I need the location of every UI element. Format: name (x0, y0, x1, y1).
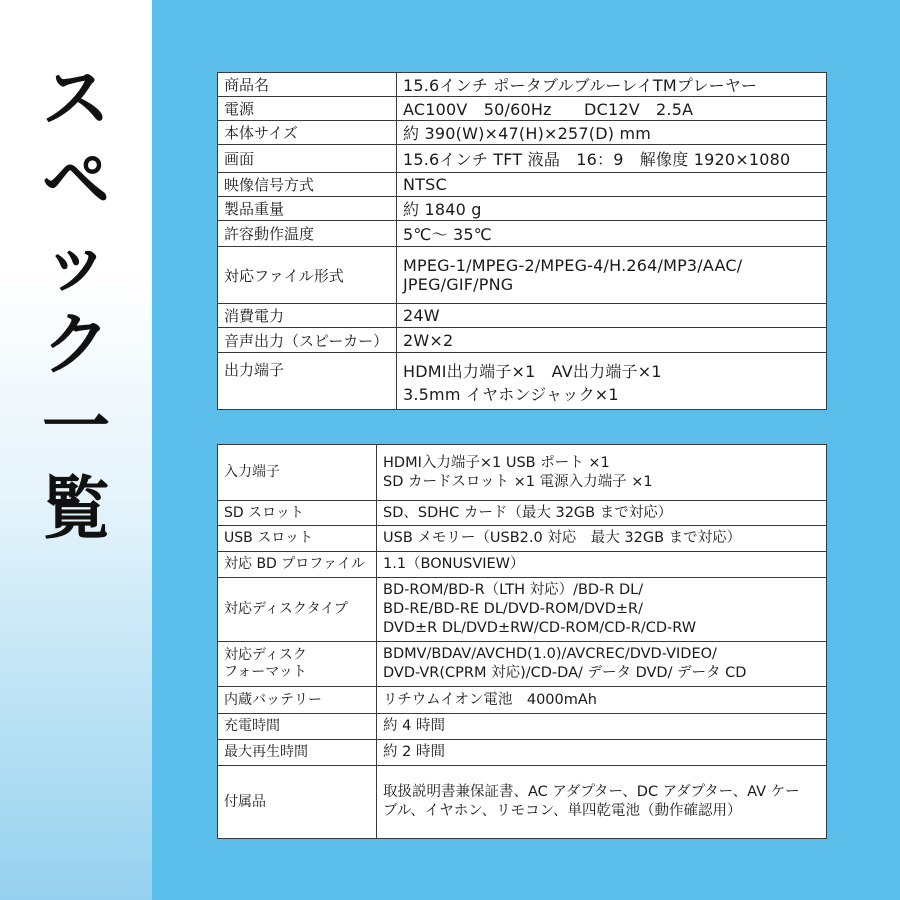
table-row (218, 501, 827, 526)
spec-key: 音声出力（スピーカー） (218, 328, 397, 353)
spec-value: 約 1840 g (397, 197, 827, 221)
title-char: ク (41, 306, 110, 385)
spec-table-sub (217, 444, 827, 839)
spec-key: 入力端子 (218, 445, 377, 501)
spec-value: 24W (397, 304, 827, 328)
table-row (218, 221, 827, 247)
spec-value: USB メモリー（USB2.0 対応 最大 32GB まで対応） (377, 526, 827, 552)
spec-value: 2W×2 (397, 328, 827, 353)
table-row (218, 526, 827, 552)
spec-value-line: DVD±R DL/DVD±RW/CD-ROM/CD-R/CD-RW (383, 620, 697, 636)
title-char: 覧 (41, 470, 110, 549)
table-row (218, 328, 827, 353)
spec-key: 許容動作温度 (218, 221, 397, 247)
page-title (0, 58, 152, 550)
spec-key: 製品重量 (218, 197, 397, 221)
spec-key (218, 642, 377, 687)
spec-value-line: HDMI出力端子×1 AV出力端子×1 (403, 362, 662, 381)
spec-value-line: 取扱説明書兼保証書、AC アダプター、DC アダプター、AV ケー (383, 784, 800, 800)
spec-value-line: 3.5mm イヤホンジャック×1 (403, 385, 619, 404)
spec-value-line: HDMI入力端子×1 USB ポート ×1 (383, 454, 610, 471)
spec-key: 対応ディスクタイプ (218, 578, 377, 642)
spec-value: 15.6インチ TFT 液晶 16：9 解像度 1920×1080 (397, 145, 827, 173)
title-char: ス (41, 60, 110, 139)
spec-key: 内蔵バッテリー (218, 687, 377, 714)
spec-key-line: 対応ディスク (224, 647, 307, 663)
spec-key: 充電時間 (218, 714, 377, 740)
spec-value: 1.1（BONUSVIEW） (377, 552, 827, 578)
spec-value: 5℃～ 35℃ (397, 221, 827, 247)
table-row (218, 642, 827, 687)
spec-key: 出力端子 (218, 353, 397, 410)
spec-value: NTSC (397, 173, 827, 197)
table-row (218, 97, 827, 121)
spec-key: 画面 (218, 145, 397, 173)
spec-key: 本体サイズ (218, 121, 397, 145)
spec-value-line: BDMV/BDAV/AVCHD(1.0)/AVCREC/DVD-VIDEO/ (383, 646, 717, 662)
table-row (218, 247, 827, 304)
table-row (218, 73, 827, 97)
spec-value (377, 642, 827, 687)
table-row (218, 687, 827, 714)
title-char: ペ (41, 142, 110, 221)
title-char: ッ (41, 224, 110, 303)
spec-value-line: BD-ROM/BD-R（LTH 対応）/BD-R DL/ (383, 582, 644, 598)
table-row (218, 304, 827, 328)
spec-value: 約 4 時間 (377, 714, 827, 740)
spec-value-line: SD カードスロット ×1 電源入力端子 ×1 (383, 473, 653, 490)
table-row (218, 353, 827, 410)
spec-key: 消費電力 (218, 304, 397, 328)
table-row (218, 740, 827, 766)
spec-table-main (217, 72, 827, 410)
spec-key: SD スロット (218, 501, 377, 526)
spec-key: 映像信号方式 (218, 173, 397, 197)
spec-value (397, 353, 827, 410)
spec-key: 対応ファイル形式 (218, 247, 397, 304)
table-row (218, 552, 827, 578)
spec-key: 商品名 (218, 73, 397, 97)
spec-key: 最大再生時間 (218, 740, 377, 766)
table-row (218, 197, 827, 221)
spec-value-line: JPEG/GIF/PNG (403, 275, 514, 294)
spec-key: 対応 BD プロファイル (218, 552, 377, 578)
spec-value: SD、SDHC カード（最大 32GB まで対応） (377, 501, 827, 526)
spec-value-line: DVD-VR(CPRM 対応)/CD-DA/ データ DVD/ データ CD (383, 665, 747, 681)
table-row (218, 145, 827, 173)
spec-value-line: BD-RE/BD-RE DL/DVD-ROM/DVD±R/ (383, 601, 644, 617)
spec-key: 電源 (218, 97, 397, 121)
spec-key: USB スロット (218, 526, 377, 552)
table-row (218, 445, 827, 501)
spec-key-line: フォーマット (224, 664, 307, 680)
table-row (218, 173, 827, 197)
spec-value (377, 445, 827, 501)
table-row (218, 121, 827, 145)
title-char: 一 (41, 388, 110, 467)
spec-value: リチウムイオン電池 4000mAh (377, 687, 827, 714)
spec-value: AC100V 50/60Hz DC12V 2.5A (397, 97, 827, 121)
spec-value-line: MPEG-1/MPEG-2/MPEG-4/H.264/MP3/AAC/ (403, 256, 743, 275)
spec-key: 付属品 (218, 766, 377, 839)
table-row (218, 714, 827, 740)
table-row (218, 578, 827, 642)
table-row (218, 766, 827, 839)
spec-value-line: ブル、イヤホン、リモコン、単四乾電池（動作確認用） (383, 803, 742, 819)
spec-value (397, 247, 827, 304)
spec-value: 約 2 時間 (377, 740, 827, 766)
spec-value: 15.6インチ ポータブルブルーレイTMプレーヤー (397, 73, 827, 97)
spec-value (377, 578, 827, 642)
spec-value (377, 766, 827, 839)
spec-value: 約 390(W)×47(H)×257(D) mm (397, 121, 827, 145)
